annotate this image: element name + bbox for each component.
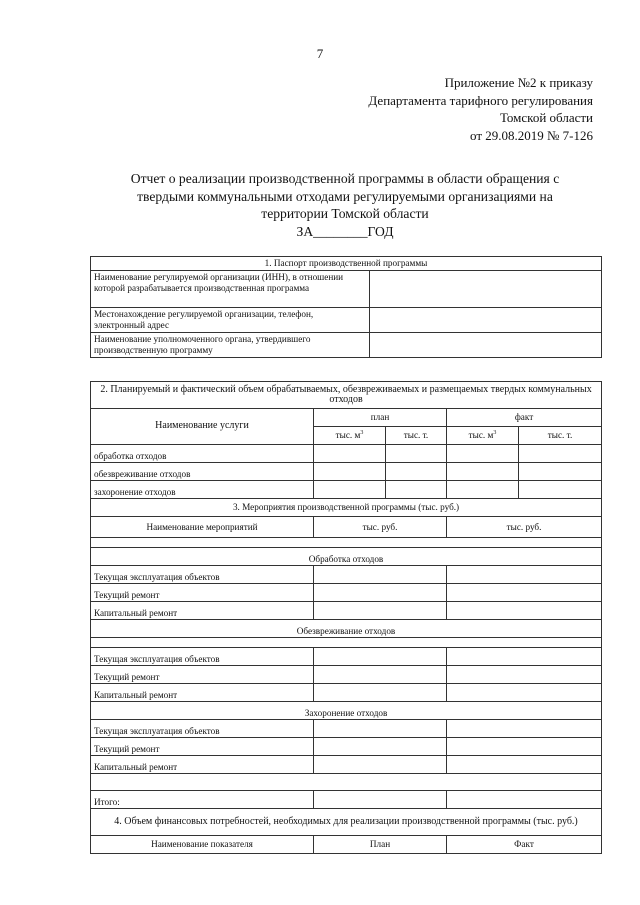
appendix-line: от 29.08.2019 № 7-126 (470, 127, 593, 143)
value-cell[interactable] (314, 584, 447, 602)
appendix-reference (368, 74, 593, 144)
measure-label: Капитальный ремонт (91, 756, 314, 774)
unit-text: тыс. м (468, 430, 494, 441)
passport-table (90, 256, 602, 358)
value-cell[interactable] (447, 648, 602, 666)
passport-label: Местонахождение регулируемой организации, телефон, электронный адрес (91, 308, 370, 333)
value-cell[interactable] (314, 684, 447, 702)
service-row-label: обезвреживание отходов (91, 463, 314, 481)
value-cell[interactable] (314, 481, 386, 499)
title-line: Отчет о реализации производственной программы в области обращения с (130, 171, 560, 186)
measure-label: Текущий ремонт (91, 738, 314, 756)
group-title: Обезвреживание отходов (91, 620, 602, 638)
section2-header: 2. Планируемый и фактический объем обрабатываемых, обезвреживаемых и размещаемых твердых коммунальных отходов (91, 382, 602, 409)
unit-text: тыс. м (335, 430, 361, 441)
value-cell[interactable] (447, 666, 602, 684)
measure-name-header: Наименование мероприятий (91, 517, 314, 538)
service-row-label: обработка отходов (91, 445, 314, 463)
value-cell[interactable] (447, 602, 602, 620)
value-cell[interactable] (447, 720, 602, 738)
measure-label: Текущий ремонт (91, 584, 314, 602)
spacer-row (91, 774, 602, 791)
program-table (90, 381, 602, 854)
value-cell[interactable] (314, 566, 447, 584)
passport-value-cell[interactable] (370, 333, 602, 358)
page-number: 7 (316, 46, 324, 61)
appendix-line: Томской области (499, 110, 593, 125)
spacer-row (91, 638, 602, 648)
measure-label: Текущая эксплуатация объектов (91, 566, 314, 584)
value-cell[interactable] (314, 720, 447, 738)
service-name-header: Наименование услуги (91, 409, 314, 445)
total-label: Итого: (91, 791, 314, 809)
fact-unit-m3 (447, 427, 519, 445)
fact-header: факт (447, 409, 602, 427)
value-cell[interactable] (314, 738, 447, 756)
report-title (90, 170, 600, 240)
measure-label: Текущий ремонт (91, 666, 314, 684)
appendix-line: Департамента тарифного регулирования (368, 92, 593, 108)
value-cell[interactable] (447, 756, 602, 774)
value-cell[interactable] (519, 463, 602, 481)
passport-label: Наименование регулируемой организации (ИНН), в отношении которой разрабатывается производственная программа (91, 271, 370, 308)
measure-label: Текущая эксплуатация объектов (91, 648, 314, 666)
spacer-row (91, 538, 602, 548)
title-line: твердыми коммунальными отходами регулируемыми организациями на (137, 188, 553, 204)
title-line: территории Томской области (261, 206, 429, 221)
value-cell[interactable] (314, 666, 447, 684)
group-title: Обработка отходов (91, 548, 602, 566)
value-cell[interactable] (314, 756, 447, 774)
value-cell[interactable] (386, 445, 447, 463)
value-cell[interactable] (386, 463, 447, 481)
indicator-name-header: Наименование показателя (91, 836, 314, 854)
appendix-line: Приложение №2 к приказу (444, 75, 593, 90)
measure-label: Капитальный ремонт (91, 684, 314, 702)
fact-rub-header: тыс. руб. (447, 517, 602, 538)
service-row-label: захоронение отходов (91, 481, 314, 499)
value-cell[interactable] (519, 481, 602, 499)
measure-label: Капитальный ремонт (91, 602, 314, 620)
plan-rub-header: тыс. руб. (314, 517, 447, 538)
value-cell[interactable] (314, 445, 386, 463)
fact-header: Факт (447, 836, 602, 854)
measure-label: Текущая эксплуатация объектов (91, 720, 314, 738)
passport-value-cell[interactable] (370, 271, 602, 308)
value-cell[interactable] (386, 481, 447, 499)
value-cell[interactable] (447, 566, 602, 584)
value-cell[interactable] (314, 602, 447, 620)
group-title: Захоронение отходов (91, 702, 602, 720)
plan-header: план (314, 409, 447, 427)
title-period-line: ЗА________ГОД (296, 223, 394, 239)
value-cell[interactable] (314, 648, 447, 666)
section4-header: 4. Объем финансовых потребностей, необходимых для реализации производственной программы (тыс. руб.) (91, 809, 602, 836)
passport-label: Наименование уполномоченного органа, утвердившего производственную программу (91, 333, 370, 358)
plan-unit-m3 (314, 427, 386, 445)
fact-unit-t: тыс. т. (519, 427, 602, 445)
section1-header: 1. Паспорт производственной программы (91, 257, 602, 271)
unit-superscript: 3 (493, 430, 497, 437)
value-cell[interactable] (447, 791, 602, 809)
section3-header: 3. Мероприятия производственной программы (тыс. руб.) (91, 499, 602, 517)
value-cell[interactable] (519, 445, 602, 463)
value-cell[interactable] (447, 584, 602, 602)
value-cell[interactable] (314, 791, 447, 809)
passport-value-cell[interactable] (370, 308, 602, 333)
plan-unit-t: тыс. т. (386, 427, 447, 445)
value-cell[interactable] (447, 463, 519, 481)
value-cell[interactable] (447, 481, 519, 499)
plan-header: План (314, 836, 447, 854)
value-cell[interactable] (314, 463, 386, 481)
value-cell[interactable] (447, 684, 602, 702)
value-cell[interactable] (447, 445, 519, 463)
value-cell[interactable] (447, 738, 602, 756)
unit-superscript: 3 (360, 430, 364, 437)
